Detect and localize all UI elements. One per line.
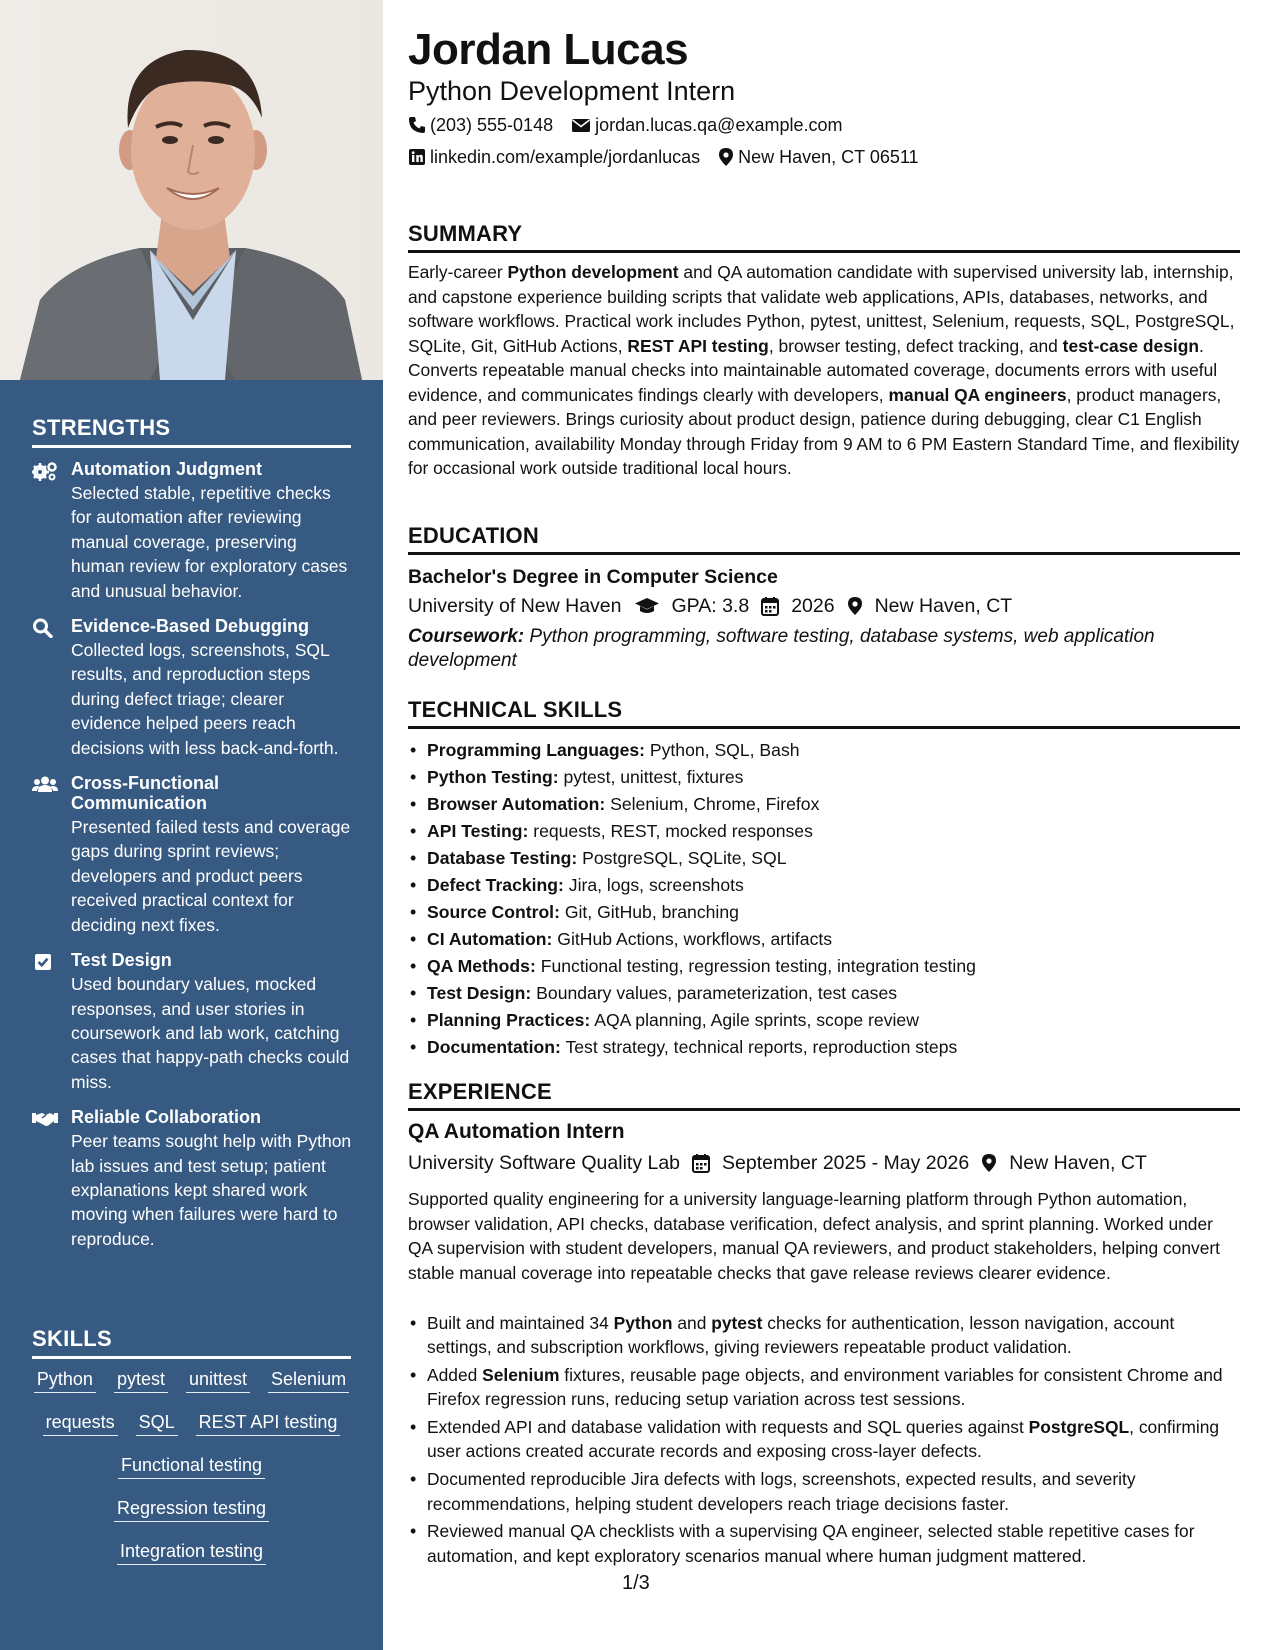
skill-tag: Regression testing bbox=[114, 1497, 269, 1522]
gpa-text: GPA: 3.8 bbox=[671, 595, 750, 617]
job-description: Supported quality engineering for a university language-learning platform through Python automation, browser validation, API checks, database verification, defect analysis, and sprint planning. Worked under QA supervision with student developers, manual QA reviewers, and product stakeholders, helping convert stable manual coverage into repeatable checks that gave release reviews clearer evidence. bbox=[408, 1189, 1221, 1283]
text-run: , confirming user actions created accurate records and exposing cross-layer defects. bbox=[427, 1417, 1220, 1462]
text-run: , product managers, and peer reviewers. Brings curiosity about product design, patience during debugging, clear C1 English communication, availability Monday through Friday from 9 AM to 6 PM Eastern Standard Time, and flexibility for occasional work outside traditional local hours. bbox=[408, 384, 1240, 478]
skill-tag: Selenium bbox=[268, 1368, 349, 1393]
job-bullets bbox=[408, 1311, 1240, 1571]
skill-tag: pytest bbox=[114, 1368, 168, 1393]
technical-skill-item bbox=[408, 953, 1240, 980]
calendar-icon bbox=[761, 596, 779, 616]
gears-icon bbox=[32, 459, 71, 603]
text-run: Built and maintained 34 bbox=[427, 1313, 614, 1333]
text-run: Documented reproducible Jira defects with logs, screenshots, expected results, and severity recommendations, helping student developers reach triage decisions faster. bbox=[427, 1469, 1136, 1514]
linkedin-text: linkedin.com/example/jordanlucas bbox=[430, 147, 701, 167]
skill-value: Python, SQL, Bash bbox=[645, 740, 800, 760]
skills-heading: SKILLS bbox=[32, 1326, 351, 1359]
technical-skill-item bbox=[408, 737, 1240, 764]
skill-value: requests, REST, mocked responses bbox=[528, 821, 813, 841]
text-run: Added bbox=[427, 1365, 483, 1386]
coursework-label: Coursework: bbox=[408, 626, 525, 647]
bold-text: pytest bbox=[711, 1313, 763, 1333]
bold-text: Python development bbox=[507, 262, 679, 282]
bold-text: Python bbox=[613, 1313, 673, 1333]
strength-item bbox=[32, 459, 352, 603]
skill-tags bbox=[32, 1368, 351, 1583]
job-title: QA Automation Intern bbox=[408, 1120, 625, 1143]
strength-text: Peer teams sought help with Python lab issues and test setup; patient explanations kept shared work moving when failures were hard to reproduce. bbox=[71, 1131, 352, 1249]
linkedin-icon bbox=[408, 148, 426, 166]
strengths-heading: STRENGTHS bbox=[32, 415, 351, 448]
bold-text: manual QA engineers bbox=[888, 384, 1067, 405]
contact-location bbox=[718, 146, 918, 168]
text-run: Extended API and database validation with requests and SQL queries against bbox=[427, 1417, 1029, 1438]
skill-label: Programming Languages: bbox=[427, 740, 645, 760]
skill-tag: unittest bbox=[186, 1368, 250, 1393]
candidate-name: Jordan Lucas bbox=[408, 25, 689, 74]
technical-skill-item bbox=[408, 1007, 1240, 1034]
company-name: University Software Quality Lab bbox=[408, 1152, 681, 1174]
page-number: 1/3 bbox=[622, 1572, 650, 1594]
job-dates: September 2025 - May 2026 bbox=[722, 1152, 970, 1174]
experience-bullet bbox=[408, 1467, 1240, 1516]
experience-bullet bbox=[408, 1415, 1240, 1464]
text-run: and bbox=[672, 1313, 712, 1333]
strength-item bbox=[32, 616, 352, 760]
text-run: and QA automation candidate with supervised university lab, internship, and capstone experience building scripts that validate web applications, APIs, databases, networks, and software workflows. Practical work includes Python, pytest, unittest, Selenium, requests, SQL, PostgreSQL, SQLite, Git, GitHub Actions, bbox=[408, 262, 1235, 356]
skill-label: Database Testing: bbox=[427, 848, 578, 868]
contact-phone[interactable] bbox=[408, 114, 553, 136]
summary-text bbox=[408, 260, 1240, 481]
grad-year: 2026 bbox=[791, 595, 835, 617]
calendar-icon bbox=[692, 1153, 710, 1173]
skill-tag: Functional testing bbox=[118, 1454, 265, 1479]
text-run: . Converts repeatable manual checks into maintainable automated coverage, documents errors with useful evidence, and communicates findings clearly with developers, bbox=[408, 335, 1218, 405]
strength-title: Evidence-Based Debugging bbox=[71, 616, 310, 637]
school-name: University of New Haven bbox=[408, 595, 622, 617]
strength-text: Selected stable, repetitive checks for automation after reviewing manual coverage, preserving human review for exploratory cases and unusual behavior. bbox=[71, 483, 348, 601]
skill-value: Test strategy, technical reports, reproduction steps bbox=[560, 1037, 958, 1057]
experience-bullet bbox=[408, 1311, 1240, 1360]
contact-row bbox=[408, 114, 861, 136]
technical-skill-item bbox=[408, 1034, 1240, 1061]
skill-label: Source Control: bbox=[427, 902, 560, 922]
text-run: Early-career bbox=[408, 262, 508, 282]
text-run: fixtures, reusable page objects, and environment variables for consistent Chrome and Firefox regression runs, reducing setup variation across test sessions. bbox=[427, 1365, 1223, 1410]
experience-bullet bbox=[408, 1363, 1240, 1412]
skill-value: Git, GitHub, branching bbox=[559, 902, 739, 922]
skill-tag: REST API testing bbox=[196, 1411, 341, 1436]
skill-label: Browser Automation: bbox=[427, 794, 606, 814]
coursework bbox=[408, 625, 1240, 673]
handshake-icon bbox=[32, 1107, 71, 1251]
bold-text: test-case design bbox=[1062, 335, 1199, 356]
skill-label: Documentation: bbox=[427, 1037, 561, 1057]
text-run: Reviewed manual QA checklists with a supervising QA engineer, selected stable repetitive cases for automation, and kept exploratory scenarios manual where human judgment mattered. bbox=[427, 1521, 1195, 1566]
map-pin-icon bbox=[847, 596, 863, 616]
strength-text: Used boundary values, mocked responses, and user stories in coursework and lab work, catching cases that happy-path checks could miss. bbox=[71, 974, 350, 1092]
checkbox-icon bbox=[32, 950, 71, 1094]
skill-label: CI Automation: bbox=[427, 929, 553, 949]
skill-label: API Testing: bbox=[427, 821, 529, 841]
phone-text: (203) 555-0148 bbox=[430, 115, 554, 135]
skill-label: Planning Practices: bbox=[427, 1010, 591, 1030]
summary-heading: SUMMARY bbox=[408, 221, 1240, 253]
map-pin-icon bbox=[981, 1153, 997, 1173]
skill-value: AQA planning, Agile sprints, scope review bbox=[590, 1010, 919, 1030]
contact-row-2 bbox=[408, 146, 937, 168]
map-pin-icon bbox=[718, 147, 734, 167]
contact-email[interactable] bbox=[571, 114, 842, 136]
technical-skill-item bbox=[408, 791, 1240, 818]
strength-title: Reliable Collaboration bbox=[71, 1107, 262, 1128]
candidate-role: Python Development Intern bbox=[408, 76, 736, 106]
technical-skill-item bbox=[408, 818, 1240, 845]
school-location: New Haven, CT bbox=[874, 595, 1013, 617]
skill-tag: Integration testing bbox=[117, 1540, 266, 1565]
education-heading: EDUCATION bbox=[408, 523, 1240, 555]
technical-skills-list bbox=[408, 737, 1240, 1061]
users-icon bbox=[32, 773, 71, 937]
experience-heading: EXPERIENCE bbox=[408, 1079, 1240, 1111]
skill-tag: SQL bbox=[136, 1411, 178, 1436]
technical-skill-item bbox=[408, 872, 1240, 899]
technical-skill-item bbox=[408, 764, 1240, 791]
strength-title: Automation Judgment bbox=[71, 459, 262, 479]
skill-tag: Python bbox=[34, 1368, 96, 1393]
contact-linkedin[interactable] bbox=[408, 146, 700, 168]
bold-text: REST API testing bbox=[627, 335, 769, 356]
skill-label: QA Methods: bbox=[427, 956, 536, 976]
education-meta bbox=[408, 594, 1012, 618]
strength-text: Presented failed tests and coverage gaps during sprint reviews; developers and product peers received practical context for deciding next fixes. bbox=[71, 817, 351, 935]
skill-label: Test Design: bbox=[427, 983, 532, 1003]
technical-skill-item bbox=[408, 980, 1240, 1007]
skill-value: Functional testing, regression testing, integration testing bbox=[535, 956, 976, 976]
skill-tag: requests bbox=[43, 1411, 118, 1436]
graduation-cap-icon bbox=[634, 597, 660, 615]
strengths-list bbox=[32, 459, 352, 1264]
job-location: New Haven, CT bbox=[1009, 1152, 1147, 1174]
text-run: , browser testing, defect tracking, and bbox=[768, 335, 1063, 356]
skill-value: Jira, logs, screenshots bbox=[563, 875, 744, 895]
technical-skill-item bbox=[408, 845, 1240, 872]
degree-title: Bachelor's Degree in Computer Science bbox=[408, 566, 778, 588]
technical-skills-heading: TECHNICAL SKILLS bbox=[408, 697, 1240, 729]
search-icon bbox=[32, 616, 71, 760]
skill-value: PostgreSQL, SQLite, SQL bbox=[577, 848, 787, 868]
profile-photo bbox=[0, 0, 383, 380]
skill-value: pytest, unittest, fixtures bbox=[558, 767, 744, 787]
text-run: checks for authentication, lesson navigation, account settings, and subscription workflows, giving reviewers repeatable product validation. bbox=[427, 1313, 1175, 1358]
skill-value: Selenium, Chrome, Firefox bbox=[605, 794, 820, 814]
experience-bullet bbox=[408, 1519, 1240, 1568]
strength-item bbox=[32, 773, 352, 937]
skill-value: GitHub Actions, workflows, artifacts bbox=[552, 929, 833, 949]
email-text: jordan.lucas.qa@example.com bbox=[595, 115, 843, 135]
technical-skill-item bbox=[408, 899, 1240, 926]
skill-label: Python Testing: bbox=[427, 767, 559, 787]
technical-skill-item bbox=[408, 926, 1240, 953]
sidebar bbox=[0, 0, 383, 1650]
strength-title: Test Design bbox=[71, 950, 172, 971]
strength-text: Collected logs, screenshots, SQL results, and reproduction steps during defect triage; clearer evidence helped peers reach decisions with less back-and-forth. bbox=[71, 640, 339, 758]
bold-text: PostgreSQL bbox=[1028, 1417, 1130, 1438]
envelope-icon bbox=[571, 117, 591, 133]
strength-title: Cross-Functional Communication bbox=[71, 773, 220, 814]
job-meta bbox=[408, 1151, 1147, 1175]
location-text: New Haven, CT 06511 bbox=[738, 147, 919, 167]
strength-item bbox=[32, 950, 352, 1094]
bold-text: Selenium bbox=[482, 1365, 560, 1386]
skill-value: Boundary values, parameterization, test cases bbox=[531, 983, 898, 1003]
phone-icon bbox=[408, 116, 426, 134]
coursework-text: Python programming, software testing, database systems, web application development bbox=[408, 626, 1155, 671]
skill-label: Defect Tracking: bbox=[427, 875, 564, 895]
strength-item bbox=[32, 1107, 352, 1251]
